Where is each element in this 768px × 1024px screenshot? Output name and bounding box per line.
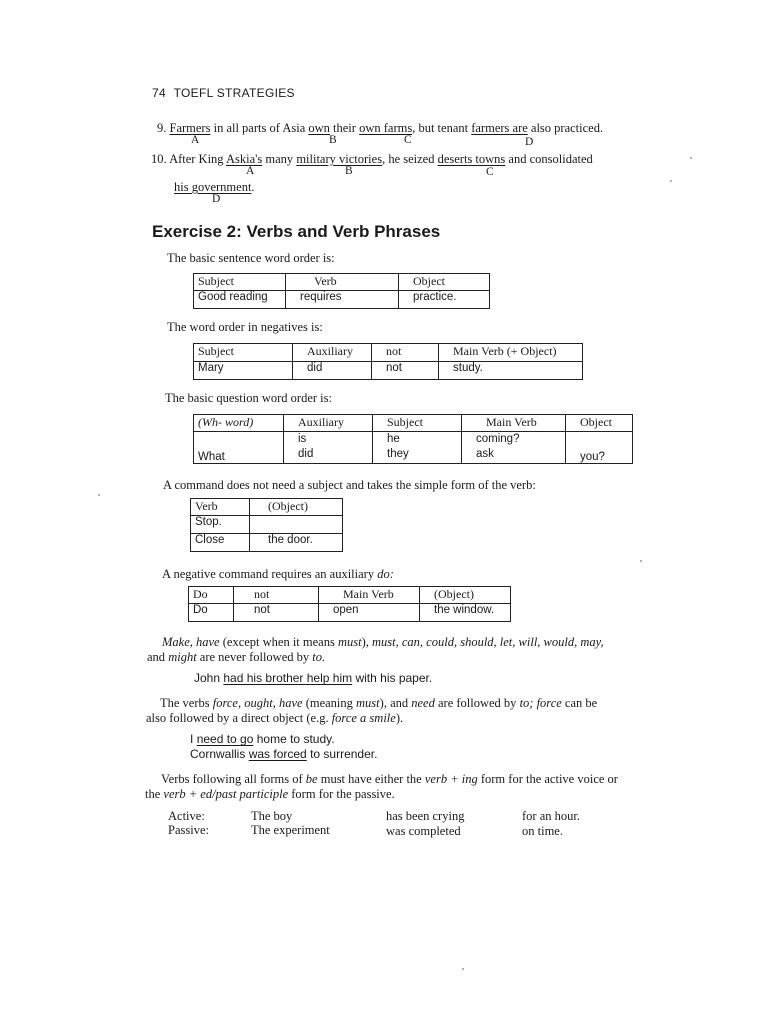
option-b-text: military victories: [296, 152, 383, 166]
cell: requires: [286, 291, 399, 309]
em-text: must, can, could, should, let, will, would, may,: [372, 635, 604, 649]
letter-c: C: [404, 134, 412, 146]
example-need-to-go: [190, 732, 335, 746]
option-a-text: Farmers: [169, 121, 211, 135]
example-text: I: [190, 732, 194, 746]
cell: did: [293, 362, 372, 380]
page-header: [152, 86, 295, 100]
cell-line: did: [298, 448, 314, 460]
body-text: the: [145, 787, 161, 801]
page-number: 74: [152, 86, 166, 100]
body-text: (meaning: [305, 696, 353, 710]
header-cell: Auxiliary: [284, 415, 373, 432]
em-text: verb + ed/past participle: [163, 787, 289, 801]
option-d-text: farmers are: [471, 121, 528, 135]
intro-sentence-order: The basic sentence word order is:: [167, 251, 335, 265]
cell: the window.: [420, 604, 511, 622]
cell: not: [234, 604, 319, 622]
cell: [284, 432, 373, 464]
scan-speck: [98, 494, 100, 496]
question-text: many: [265, 152, 294, 166]
body-text: must have either the: [320, 772, 422, 786]
header-cell: Subject: [194, 344, 293, 362]
body-text: and: [147, 650, 166, 664]
cell: study.: [439, 362, 583, 380]
example-text: John: [194, 671, 221, 685]
question-text: their: [333, 121, 356, 135]
header-cell: Auxiliary: [293, 344, 372, 362]
cell: [462, 432, 566, 464]
scan-speck: [640, 560, 642, 562]
paragraph-be-verbs-line2: [145, 786, 395, 803]
em-text: Make, have: [162, 635, 220, 649]
example-cornwallis: [190, 747, 377, 761]
example-underlined: need to go: [196, 732, 254, 746]
header-cell: Object: [566, 415, 633, 432]
cell-line: coming?: [476, 433, 520, 445]
example-underlined: was forced: [248, 747, 307, 761]
body-text: also followed by a direct object (e.g.: [146, 711, 329, 725]
table-negative-order: [193, 343, 583, 380]
letter-d: D: [525, 136, 534, 148]
em-text: verb + ing: [424, 772, 478, 786]
header-cell: Main Verb (+ Object): [439, 344, 583, 362]
em-text: force, ought, have: [212, 696, 303, 710]
voice-subject-passive: The experiment: [251, 823, 330, 837]
cell-line: What: [198, 451, 225, 463]
body-text: ), and: [379, 696, 409, 710]
body-text: are never followed by: [199, 650, 310, 664]
cell: open: [319, 604, 420, 622]
cell: [194, 432, 284, 464]
cell-line: he: [387, 433, 400, 445]
intro-em: do:: [377, 567, 394, 581]
table-command: [190, 498, 343, 552]
question-text: and consolidated: [508, 152, 593, 166]
voice-rest-active: for an hour.: [522, 809, 580, 823]
cell: Good reading: [194, 291, 286, 309]
intro-text: A negative command requires an auxiliary: [162, 567, 375, 581]
cell-line: you?: [580, 451, 605, 463]
voice-label-active: Active:: [168, 809, 205, 823]
cell: not: [372, 362, 439, 380]
voice-verb-passive: was completed: [386, 824, 461, 838]
option-c-text: own farms: [359, 121, 413, 135]
header-cell: (Object): [420, 587, 511, 604]
body-text: form for the passive.: [291, 787, 395, 801]
intro-negative-order: The word order in negatives is:: [167, 320, 323, 334]
scan-speck: [690, 157, 692, 159]
voice-label-passive: Passive:: [168, 823, 209, 837]
example-text: with his paper.: [355, 671, 433, 685]
scan-speck: [670, 180, 672, 182]
question-text: , but tenant: [412, 121, 469, 135]
cell-line: ask: [476, 448, 494, 460]
body-text: The verbs: [160, 696, 210, 710]
cell: practice.: [399, 291, 490, 309]
option-a-text: Askia's: [226, 152, 263, 166]
question-9: [157, 121, 603, 136]
header-cell: (Object): [250, 499, 343, 516]
intro-question-order: The basic question word order is:: [165, 391, 332, 405]
question-text: After King: [169, 152, 224, 166]
table-sentence-order: [193, 273, 490, 309]
cell: [373, 432, 462, 464]
question-text: also practiced.: [530, 121, 604, 135]
example-text: to surrender.: [310, 747, 378, 761]
cell: Close: [191, 534, 250, 552]
wh-word-header: (Wh- word): [198, 415, 254, 429]
paragraph-force-ought-line2: [146, 710, 403, 727]
cell: [566, 432, 633, 464]
scan-speck: [462, 968, 464, 970]
letter-a: A: [191, 134, 200, 146]
running-title: TOEFL STRATEGIES: [173, 86, 295, 100]
letter-c: C: [486, 166, 494, 178]
em-text: need: [411, 696, 435, 710]
em-text: to.: [312, 650, 326, 664]
header-cell: Verb: [286, 274, 399, 291]
example-john: [194, 671, 432, 685]
body-text: Verbs following all forms of: [161, 772, 303, 786]
em-text: must: [337, 635, 362, 649]
header-cell: Main Verb: [462, 415, 566, 432]
question-number: 9.: [157, 121, 167, 135]
header-cell: Subject: [373, 415, 462, 432]
table-negative-command: [188, 586, 511, 622]
example-text: Cornwallis: [190, 747, 246, 761]
header-cell: Do: [189, 587, 234, 604]
cell: Mary: [194, 362, 293, 380]
header-cell: Subject: [194, 274, 286, 291]
em-text: might: [168, 650, 197, 664]
letter-b: B: [329, 134, 337, 146]
voice-subject-active: The boy: [251, 809, 293, 823]
em-text: be: [305, 772, 318, 786]
example-underlined: had his brother help him: [223, 671, 353, 685]
letter-a: A: [246, 165, 255, 177]
voice-rest-passive: on time.: [522, 824, 563, 838]
header-cell: [194, 415, 284, 432]
header-cell: Main Verb: [319, 587, 420, 604]
example-text: home to study.: [256, 732, 335, 746]
body-text: (except when it means: [222, 635, 335, 649]
question-text: , he seized: [382, 152, 435, 166]
header-cell: not: [372, 344, 439, 362]
header-cell: not: [234, 587, 319, 604]
cell: Do: [189, 604, 234, 622]
option-b-text: own: [308, 121, 330, 135]
voice-verb-active: has been crying: [386, 809, 465, 823]
question-10: [151, 152, 593, 167]
paragraph-make-have-line2: [147, 649, 325, 666]
em-text: to; force: [519, 696, 562, 710]
intro-command: A command does not need a subject and takes the simple form of the verb:: [163, 478, 536, 492]
em-text: must: [356, 696, 380, 710]
cell-line: is: [298, 433, 307, 445]
header-cell: Verb: [191, 499, 250, 516]
header-cell: Object: [399, 274, 490, 291]
cell: [250, 516, 343, 534]
cell-line: they: [387, 448, 409, 460]
body-text: can be: [564, 696, 598, 710]
body-text: ).: [395, 711, 404, 725]
question-number: 10.: [151, 152, 167, 166]
body-text: form for the active voice or: [480, 772, 618, 786]
option-d-text: his government: [174, 180, 252, 194]
intro-negative-command: [162, 567, 394, 582]
em-text: force a smile: [331, 711, 396, 725]
body-text: are followed by: [437, 696, 517, 710]
exercise-title: Exercise 2: Verbs and Verb Phrases: [152, 222, 441, 241]
table-question-order: [193, 414, 633, 464]
option-c-text: deserts towns: [437, 152, 506, 166]
question-text: in all parts of Asia: [213, 121, 306, 135]
cell: Stop.: [191, 516, 250, 534]
body-text: ),: [361, 635, 369, 649]
letter-b: B: [345, 165, 353, 177]
cell: the door.: [250, 534, 343, 552]
letter-d: D: [212, 193, 221, 205]
punctuation: .: [251, 180, 255, 194]
